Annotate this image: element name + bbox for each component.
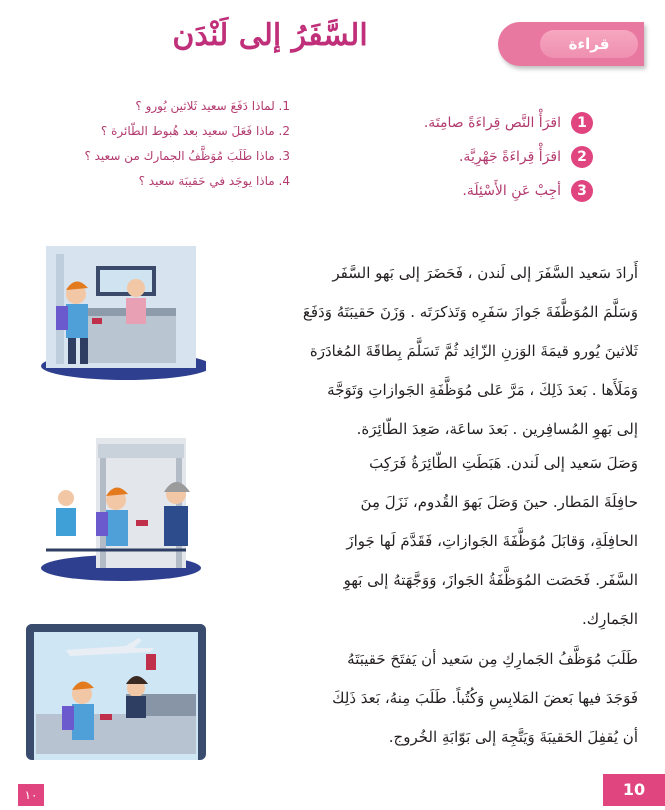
check-in-illustration: [26, 246, 206, 381]
task-item: [373, 106, 593, 140]
task-number-badge: 1: [571, 112, 593, 134]
question-item: 3. ماذا طَلَبَ مُوَظَّفُ الجمارك من سعيد ؟: [84, 149, 290, 163]
section-label: قراءة: [540, 30, 638, 58]
paragraph-2: [216, 444, 638, 639]
paragraph-line: حافِلَةَ المَطار. حينَ وَصَلَ بَهوَ القُدوم، نَزَلَ مِنَ: [360, 493, 638, 511]
task-text: اقرَأْ قِراءَةً جَهْرِيَّة.: [458, 149, 561, 165]
paragraph-line: فَوَجَدَ فيها بَعضَ المَلابِسِ وَكُتُباً. طَلَبَ مِنهُ، بَعدَ ذَلِكَ: [332, 689, 638, 707]
task-number-badge: 3: [571, 180, 593, 202]
paragraph-3: [216, 640, 638, 757]
paragraph-1: [216, 254, 638, 449]
paragraph-line: وَسَلَّمَ المُوَظَّفَةَ جَوازَ سَفَرِه وَتَذكرَتَه . وَزَنَ حَقيبَتَهُ وَدَفَعَ: [302, 303, 638, 321]
customs-illustration: [26, 624, 206, 760]
paragraph-line: السَّفَر. فَحَصَت المُوَظَّفَةُ الجَوازَ، وَوَجَّهَتهُ إلى بَهوِ: [343, 571, 638, 589]
paragraph-line: وَصَلَ سَعيد إلى لَندن. هَبَطَتِ الطّائِرَةُ فَرَكِبَ: [369, 454, 638, 472]
paragraph-line: إلى بَهوِ المُسافِرين . بَعدَ ساعَة، صَعِدَ الطّائِرَة.: [356, 420, 638, 438]
task-item: [373, 140, 593, 174]
task-list: [373, 106, 593, 208]
section-tag: [498, 22, 644, 66]
paragraph-line: الحافِلَةِ، وَقابَلَ مُوَظَّفَةَ الجَوازاتِ، فَقَدَّمَ لَها جَوازَ: [346, 532, 638, 550]
paragraph-line: طَلَبَ مُوَظَّفُ الجَمارِكِ مِن سَعيد أن يَفتَحَ حَقيبَتَهُ: [347, 650, 638, 668]
paragraph-line: أن يُقفِلَ الحَقيبَةَ وَيَتَّجِهَ إلى بَوّابَةِ الخُروج.: [388, 728, 638, 746]
task-text: أجِبْ عَنِ الأَسْئِلَة.: [462, 183, 561, 199]
paragraph-line: وَمَلَأَها . بَعدَ ذَلِكَ ، مَرَّ عَلى مُوَظَّفَةِ الجَوازاتِ وَتَوَجَّهَ: [327, 381, 638, 399]
page-title: السَّفَرُ إلى لَنْدَن: [172, 18, 368, 53]
page-number: 10: [603, 774, 665, 806]
question-item: 1. لماذا دَفَعَ سعيد ثَلاثين يُورو ؟: [135, 99, 290, 113]
question-item: 2. ماذا فَعَلَ سعيد بعد هُبوط الطّائرة ؟: [100, 124, 290, 138]
task-item: [373, 174, 593, 208]
page-number-arabic: ١٠: [18, 784, 44, 806]
question-item: 4. ماذا يوجَد في حَقيبَة سعيد ؟: [138, 174, 290, 188]
task-number-badge: 2: [571, 146, 593, 168]
passport-control-illustration: [26, 438, 206, 584]
task-text: اقرَأْ النَّص قِراءَةً صامِتَة.: [423, 115, 561, 131]
question-list: [40, 94, 290, 194]
paragraph-line: الجَمارِك.: [581, 610, 638, 628]
paragraph-line: ثَلاثينَ يُورو قيمَةَ الوَزنِ الزّائِد ثُمَّ تَسَلَّمَ بِطاقَةَ المُغادَرَة: [309, 342, 638, 360]
paragraph-line: أَرادَ سَعيد السَّفَرَ إلى لَندن ، فَحَضَرَ إلى بَهو السَّفَر: [332, 264, 638, 282]
